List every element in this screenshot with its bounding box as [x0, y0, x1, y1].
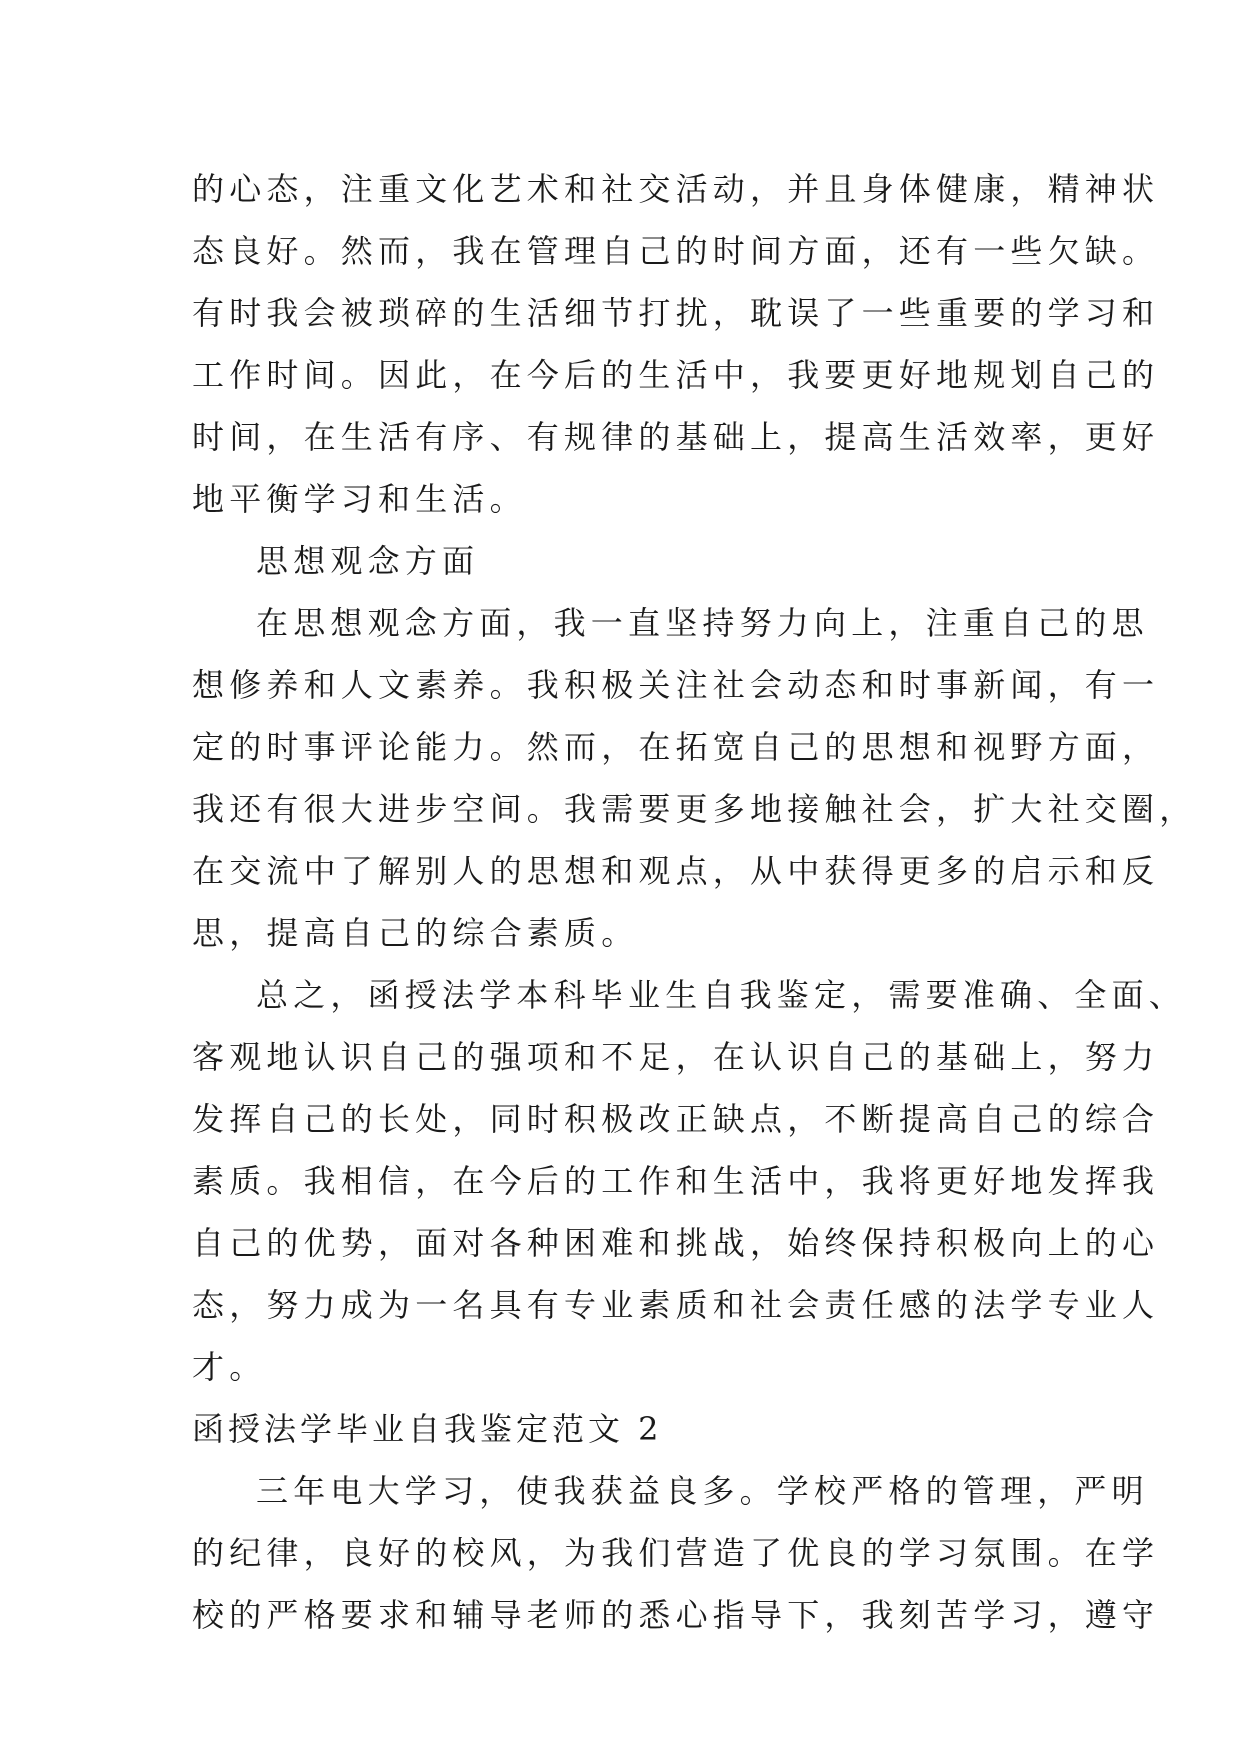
text-line: 发挥自己的长处，同时积极改正缺点，不断提高自己的综合 — [192, 1100, 1160, 1138]
text-line: 的纪律，良好的校风，为我们营造了优良的学习氛围。在学 — [192, 1534, 1160, 1572]
text-line: 三年电大学习，使我获益良多。学校严格的管理，严明 — [256, 1472, 1149, 1510]
text-line: 在交流中了解别人的思想和观点，从中获得更多的启示和反 — [192, 852, 1160, 890]
text-line: 我还有很大进步空间。我需要更多地接触社会，扩大社交圈， — [192, 790, 1197, 828]
article-title: 函授法学毕业自我鉴定范文 2 — [192, 1410, 663, 1448]
text-line: 才。 — [192, 1348, 267, 1386]
text-line: 工作时间。因此，在今后的生活中，我要更好地规划自己的 — [192, 356, 1160, 394]
text-line: 地平衡学习和生活。 — [192, 480, 527, 518]
document-body — [192, 158, 1197, 1646]
text-line: 的心态，注重文化艺术和社交活动，并且身体健康，精神状 — [192, 170, 1160, 208]
text-line: 总之，函授法学本科毕业生自我鉴定，需要准确、全面、 — [256, 976, 1187, 1014]
text-line: 自己的优势，面对各种困难和挑战，始终保持积极向上的心 — [192, 1224, 1160, 1262]
section-heading: 思想观念方面 — [256, 542, 480, 580]
text-line: 想修养和人文素养。我积极关注社会动态和时事新闻，有一 — [192, 666, 1160, 704]
text-line: 定的时事评论能力。然而，在拓宽自己的思想和视野方面， — [192, 728, 1160, 766]
text-line: 在思想观念方面，我一直坚持努力向上，注重自己的思 — [256, 604, 1149, 642]
text-line: 客观地认识自己的强项和不足，在认识自己的基础上，努力 — [192, 1038, 1160, 1076]
text-line: 素质。我相信，在今后的工作和生活中，我将更好地发挥我 — [192, 1162, 1160, 1200]
text-line: 时间，在生活有序、有规律的基础上，提高生活效率，更好 — [192, 418, 1160, 456]
text-line: 态，努力成为一名具有专业素质和社会责任感的法学专业人 — [192, 1286, 1160, 1324]
text-line: 校的严格要求和辅导老师的悉心指导下，我刻苦学习，遵守 — [192, 1596, 1160, 1634]
text-line: 思，提高自己的综合素质。 — [192, 914, 639, 952]
text-line: 有时我会被琐碎的生活细节打扰，耽误了一些重要的学习和 — [192, 294, 1160, 332]
text-line: 态良好。然而，我在管理自己的时间方面，还有一些欠缺。 — [192, 232, 1160, 270]
